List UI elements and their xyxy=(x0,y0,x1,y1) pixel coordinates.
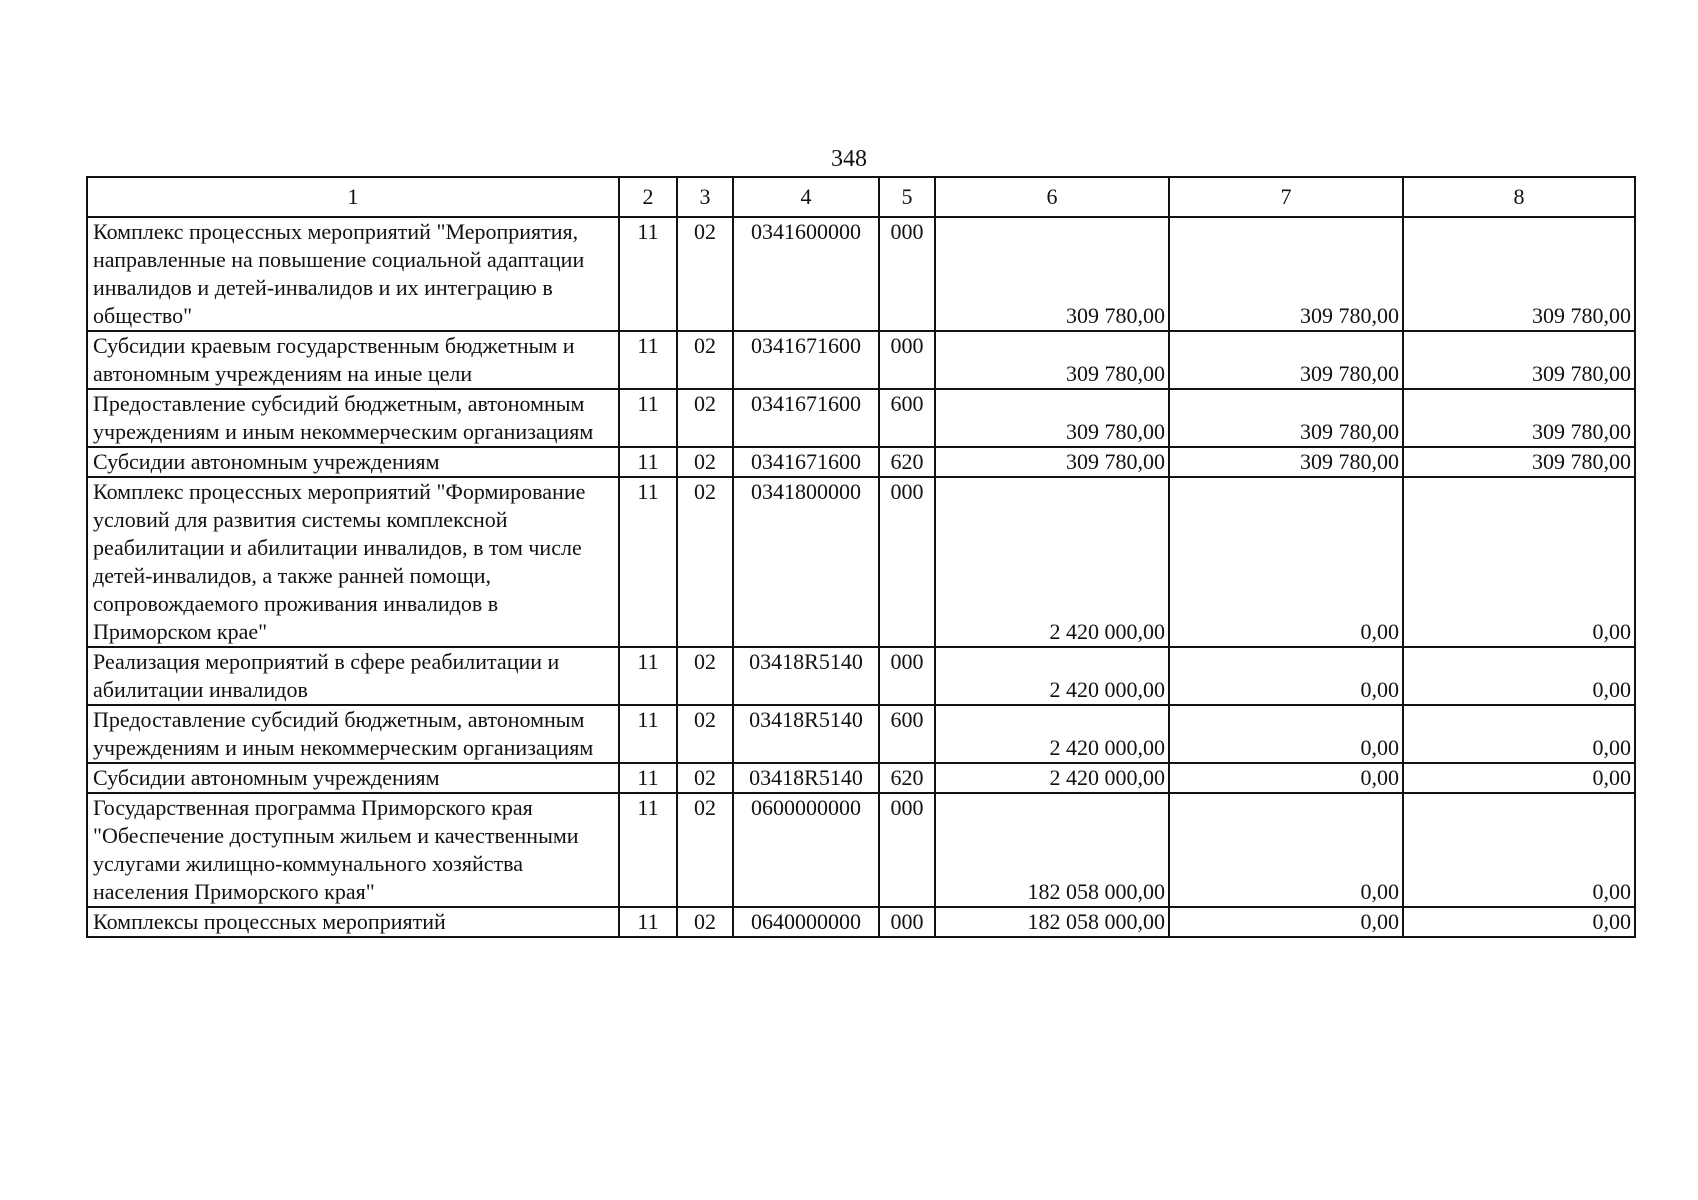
amount-col6: 2 420 000,00 xyxy=(935,705,1169,763)
amount-col6: 309 780,00 xyxy=(935,331,1169,389)
section-code: 11 xyxy=(619,217,677,331)
subsection-code: 02 xyxy=(677,389,733,447)
header-row xyxy=(87,177,1635,217)
amount-col8: 0,00 xyxy=(1403,907,1635,937)
row-name: Субсидии краевым государственным бюджетным и автономным учреждениям на иные цели xyxy=(87,331,619,389)
row-name: Предоставление субсидий бюджетным, автономным учреждениям и иным некоммерческим организациям xyxy=(87,705,619,763)
amount-col6: 309 780,00 xyxy=(935,447,1169,477)
amount-col6: 2 420 000,00 xyxy=(935,477,1169,647)
amount-col6: 2 420 000,00 xyxy=(935,647,1169,705)
expense-type-code: 000 xyxy=(879,793,935,907)
column-header: 1 xyxy=(87,177,619,217)
column-header: 7 xyxy=(1169,177,1403,217)
amount-col8: 0,00 xyxy=(1403,477,1635,647)
amount-col6: 182 058 000,00 xyxy=(935,907,1169,937)
row-name: Субсидии автономным учреждениям xyxy=(87,447,619,477)
amount-col7: 0,00 xyxy=(1169,763,1403,793)
column-header: 5 xyxy=(879,177,935,217)
column-header: 3 xyxy=(677,177,733,217)
amount-col7: 0,00 xyxy=(1169,477,1403,647)
target-article-code: 0640000000 xyxy=(733,907,879,937)
amount-col7: 0,00 xyxy=(1169,705,1403,763)
amount-col8: 0,00 xyxy=(1403,705,1635,763)
target-article-code: 03418R5140 xyxy=(733,647,879,705)
section-code: 11 xyxy=(619,331,677,389)
section-code: 11 xyxy=(619,705,677,763)
row-name: Реализация мероприятий в сфере реабилитации и абилитации инвалидов xyxy=(87,647,619,705)
target-article-code: 0600000000 xyxy=(733,793,879,907)
row-name: Предоставление субсидий бюджетным, автономным учреждениям и иным некоммерческим организациям xyxy=(87,389,619,447)
target-article-code: 0341671600 xyxy=(733,389,879,447)
amount-col7: 309 780,00 xyxy=(1169,447,1403,477)
budget-table xyxy=(86,176,1636,938)
row-name: Государственная программа Приморского края "Обеспечение доступным жильем и качественными услугами жилищно-коммунального хозяйства населения Приморского края" xyxy=(87,793,619,907)
amount-col7: 0,00 xyxy=(1169,793,1403,907)
amount-col6: 309 780,00 xyxy=(935,389,1169,447)
table-row xyxy=(87,793,1635,907)
section-code: 11 xyxy=(619,447,677,477)
table-row xyxy=(87,331,1635,389)
expense-type-code: 620 xyxy=(879,447,935,477)
table-row xyxy=(87,217,1635,331)
section-code: 11 xyxy=(619,763,677,793)
amount-col8: 309 780,00 xyxy=(1403,389,1635,447)
expense-type-code: 000 xyxy=(879,331,935,389)
row-name: Комплекс процессных мероприятий "Формирование условий для развития системы комплексной реабилитации и абилитации инвалидов, в том числе детей-инвалидов, а также ранней помощи, сопровождаемого проживания инвалидов в Приморском крае" xyxy=(87,477,619,647)
expense-type-code: 600 xyxy=(879,705,935,763)
column-header: 6 xyxy=(935,177,1169,217)
target-article-code: 0341671600 xyxy=(733,447,879,477)
amount-col8: 309 780,00 xyxy=(1403,217,1635,331)
section-code: 11 xyxy=(619,477,677,647)
expense-type-code: 000 xyxy=(879,477,935,647)
section-code: 11 xyxy=(619,647,677,705)
subsection-code: 02 xyxy=(677,907,733,937)
column-header: 8 xyxy=(1403,177,1635,217)
amount-col8: 309 780,00 xyxy=(1403,331,1635,389)
table-row xyxy=(87,477,1635,647)
table-row xyxy=(87,447,1635,477)
page-number: 348 xyxy=(831,146,867,172)
amount-col7: 0,00 xyxy=(1169,907,1403,937)
amount-col6: 182 058 000,00 xyxy=(935,793,1169,907)
expense-type-code: 600 xyxy=(879,389,935,447)
amount-col6: 2 420 000,00 xyxy=(935,763,1169,793)
target-article-code: 03418R5140 xyxy=(733,705,879,763)
target-article-code: 0341800000 xyxy=(733,477,879,647)
row-name: Субсидии автономным учреждениям xyxy=(87,763,619,793)
section-code: 11 xyxy=(619,907,677,937)
subsection-code: 02 xyxy=(677,793,733,907)
expense-type-code: 620 xyxy=(879,763,935,793)
subsection-code: 02 xyxy=(677,217,733,331)
table-row xyxy=(87,647,1635,705)
subsection-code: 02 xyxy=(677,705,733,763)
subsection-code: 02 xyxy=(677,763,733,793)
table-row xyxy=(87,705,1635,763)
target-article-code: 0341600000 xyxy=(733,217,879,331)
subsection-code: 02 xyxy=(677,331,733,389)
amount-col7: 0,00 xyxy=(1169,647,1403,705)
amount-col7: 309 780,00 xyxy=(1169,331,1403,389)
amount-col8: 0,00 xyxy=(1403,763,1635,793)
table-row xyxy=(87,907,1635,937)
amount-col6: 309 780,00 xyxy=(935,217,1169,331)
amount-col7: 309 780,00 xyxy=(1169,217,1403,331)
section-code: 11 xyxy=(619,793,677,907)
column-header: 4 xyxy=(733,177,879,217)
expense-type-code: 000 xyxy=(879,647,935,705)
amount-col8: 309 780,00 xyxy=(1403,447,1635,477)
table-row xyxy=(87,389,1635,447)
section-code: 11 xyxy=(619,389,677,447)
target-article-code: 03418R5140 xyxy=(733,763,879,793)
subsection-code: 02 xyxy=(677,477,733,647)
row-name: Комплекс процессных мероприятий "Мероприятия, направленные на повышение социальной адаптации инвалидов и детей-инвалидов и их интеграцию в общество" xyxy=(87,217,619,331)
expense-type-code: 000 xyxy=(879,907,935,937)
subsection-code: 02 xyxy=(677,647,733,705)
expense-type-code: 000 xyxy=(879,217,935,331)
column-header: 2 xyxy=(619,177,677,217)
amount-col7: 309 780,00 xyxy=(1169,389,1403,447)
row-name: Комплексы процессных мероприятий xyxy=(87,907,619,937)
table-row xyxy=(87,763,1635,793)
target-article-code: 0341671600 xyxy=(733,331,879,389)
amount-col8: 0,00 xyxy=(1403,647,1635,705)
amount-col8: 0,00 xyxy=(1403,793,1635,907)
subsection-code: 02 xyxy=(677,447,733,477)
